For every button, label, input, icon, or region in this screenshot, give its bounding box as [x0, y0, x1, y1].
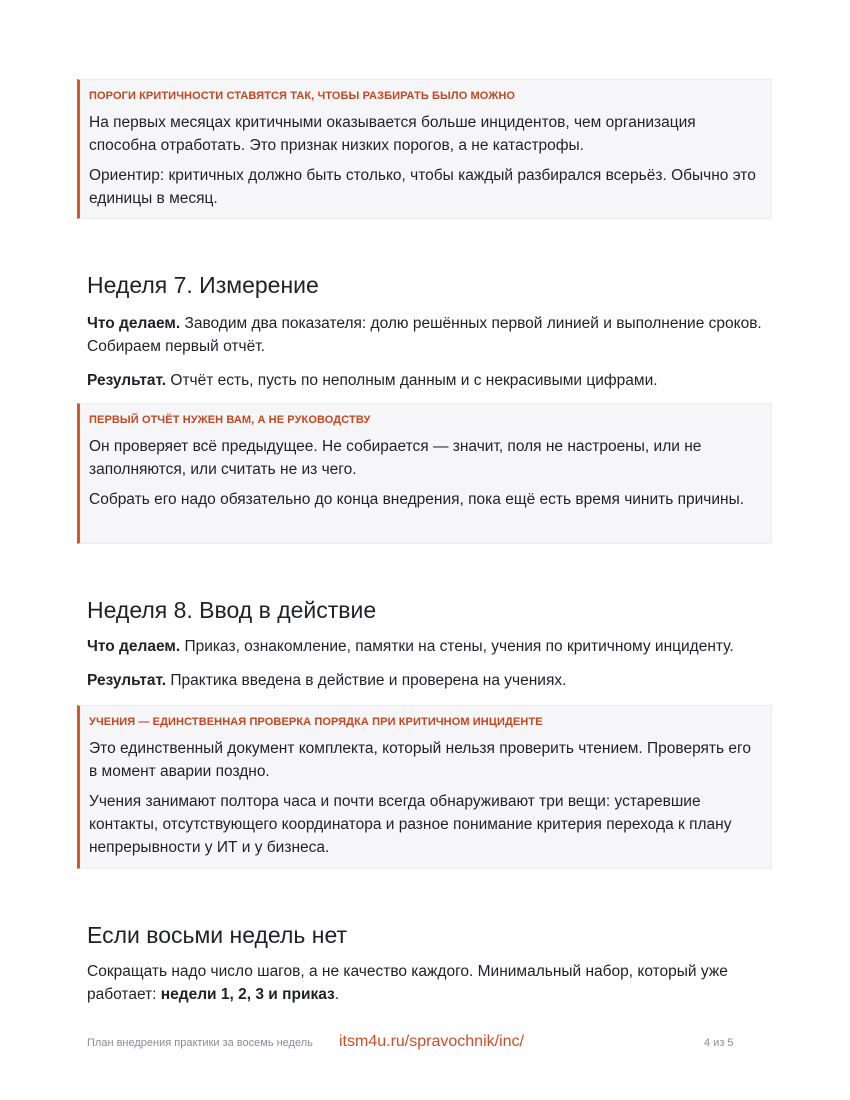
- section-heading-week-7: Неделя 7. Измерение: [87, 272, 319, 298]
- callout-title: УЧЕНИЯ — ЕДИНСТВЕННАЯ ПРОВЕРКА ПОРЯДКА ПРИ КРИТИЧНОМ ИНЦИДЕНТЕ: [89, 716, 543, 728]
- week-8-what-paragraph: [87, 635, 777, 658]
- section-heading-no-eight-weeks: Если восьми недель нет: [87, 922, 348, 948]
- callout-paragraph: Он проверяет всё предыдущее. Не собирается — значит, поля не настроены, или не заполняются, или считать не из чего.: [89, 438, 702, 478]
- result-text: Отчёт есть, пусть по неполным данным и с некрасивыми цифрами.: [166, 372, 658, 389]
- week-7-result-paragraph: [87, 369, 777, 392]
- footer-page-number: 4 из 5: [704, 1037, 734, 1049]
- callout-paragraph: Это единственный документ комплекта, который нельзя проверить чтением. Проверять его в момент аварии поздно.: [89, 740, 751, 780]
- callout-paragraph: Учения занимают полтора часа и почти всегда обнаруживают три вещи: устаревшие контакты, отсутствующего координатора и разное понимание критерия перехода к плану непрерывности у ИТ и у бизнеса.: [89, 793, 732, 856]
- week-8-result-paragraph: [87, 669, 777, 692]
- week-7-what-paragraph: [87, 312, 777, 358]
- footer-document-title: План внедрения практики за восемь недель: [87, 1037, 313, 1049]
- what-label: Что делаем.: [87, 315, 181, 332]
- paragraph-end: .: [334, 986, 340, 1003]
- result-label: Результат.: [87, 372, 167, 389]
- footer-link[interactable]: itsm4u.ru/spravochnik/inc/: [339, 1033, 524, 1050]
- section-heading-week-8: Неделя 8. Ввод в действие: [87, 597, 377, 623]
- what-text: Заводим два показателя: долю решённых первой линией и выполнение сроков. Собираем первый отчёт.: [87, 315, 762, 355]
- callout-paragraph: На первых месяцах критичными оказывается больше инцидентов, чем организация способна отработать. Это признак низких порогов, а не катастрофы.: [89, 114, 696, 154]
- page-footer: [87, 1033, 752, 1053]
- result-text: Практика введена в действие и проверена на учениях.: [166, 672, 567, 689]
- what-text: Приказ, ознакомление, памятки на стены, учения по критичному инциденту.: [180, 638, 734, 655]
- callout-drills: [77, 705, 772, 869]
- paragraph-text: Сокращать надо число шагов, а не качество каждого. Минимальный набор, который уже работает:: [87, 963, 728, 1003]
- callout-first-report: [77, 403, 772, 544]
- paragraph-bold: недели 1, 2, 3 и приказ: [160, 986, 335, 1003]
- callout-paragraph: Собрать его надо обязательно до конца внедрения, пока ещё есть время чинить причины.: [89, 491, 745, 508]
- callout-title: ПЕРВЫЙ ОТЧЁТ НУЖЕН ВАМ, А НЕ РУКОВОДСТВУ: [89, 414, 371, 426]
- what-label: Что делаем.: [87, 638, 181, 655]
- callout-critical-thresholds: [77, 79, 772, 219]
- callout-title: ПОРОГИ КРИТИЧНОСТИ СТАВЯТСЯ ТАК, ЧТОБЫ РАЗБИРАТЬ БЫЛО МОЖНО: [89, 90, 516, 102]
- callout-paragraph: Ориентир: критичных должно быть столько, чтобы каждый разбирался всерьёз. Обычно это единицы в месяц.: [89, 167, 756, 207]
- no-eight-weeks-paragraph: [87, 960, 777, 1006]
- result-label: Результат.: [87, 672, 167, 689]
